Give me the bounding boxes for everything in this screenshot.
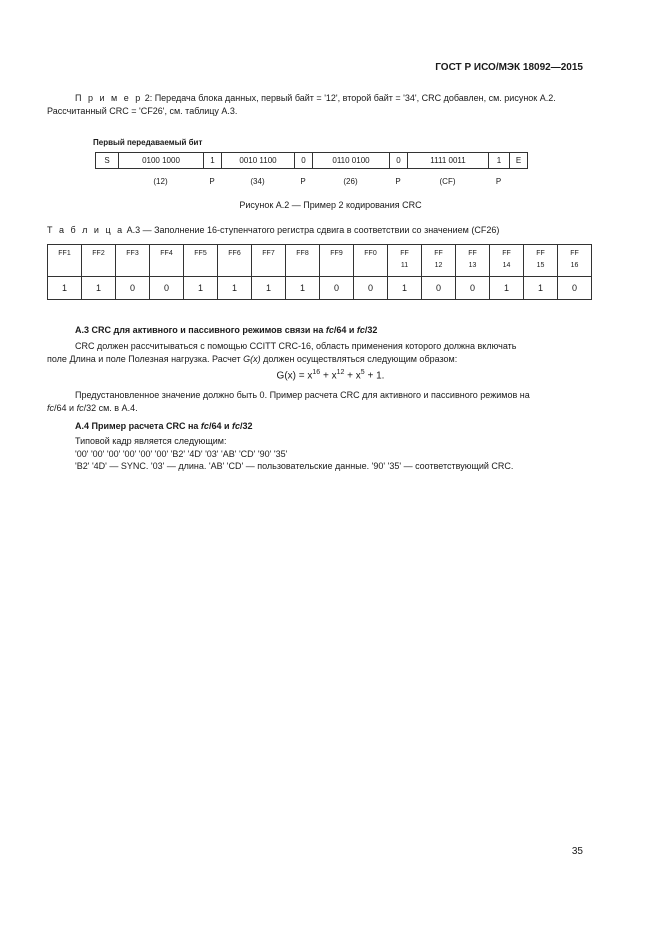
table-value-cell: 1 <box>252 277 286 300</box>
table-value-cell: 1 <box>286 277 320 300</box>
table-header-cell: FF9 <box>320 245 354 277</box>
example-paragraph <box>47 92 582 117</box>
table-value-cell: 1 <box>524 277 558 300</box>
table-value-cell: 0 <box>422 277 456 300</box>
frame-row <box>96 153 528 169</box>
table-value-cell: 0 <box>558 277 592 300</box>
table-header-cell: FF0 <box>354 245 388 277</box>
frame-cell: 0 <box>390 153 408 169</box>
frame-label-cell: P <box>495 176 502 186</box>
frame-label-cell <box>95 175 118 187</box>
table-value-cell: 1 <box>218 277 252 300</box>
frame-label: Первый передаваемый бит <box>93 138 203 147</box>
example-text-line1: 2: Передача блока данных, первый байт = '12', второй байт = '34', CRC добавлен, см. рисунок А.2. <box>142 93 556 103</box>
shift-register-table <box>47 244 592 300</box>
frame-cell: 1111 0011 <box>408 153 489 169</box>
section-a3-paragraph1 <box>47 340 582 365</box>
frame-cell: 0 <box>295 153 313 169</box>
section-a3-title: А.3 CRC для активного и пассивного режимов связи на fc/64 и fc/32 <box>75 325 378 335</box>
a3-p1-line2: поле Длина и поле Полезная нагрузка. Расчет G(x) должен осуществляться следующим образом: <box>47 353 458 364</box>
table-header-cell: FF 15 <box>524 245 558 277</box>
table-header-cell: FF7 <box>252 245 286 277</box>
table-header-cell: FF 11 <box>388 245 422 277</box>
frame-cell: E <box>510 153 528 169</box>
example-text-line2: Рассчитанный CRC = 'CF26', см. таблицу А.3. <box>47 105 238 116</box>
table-value-cell: 1 <box>388 277 422 300</box>
table-header-cell: FF3 <box>116 245 150 277</box>
frame-cell: 0100 1000 <box>119 153 204 169</box>
table-value-cell: 0 <box>456 277 490 300</box>
table-value-cell: 0 <box>116 277 150 300</box>
table-header-cell: FF 14 <box>490 245 524 277</box>
example-prefix: П р и м е р <box>75 93 143 103</box>
table-header-cell: FF 13 <box>456 245 490 277</box>
table-value-cell: 0 <box>150 277 184 300</box>
table-value-cell: 1 <box>490 277 524 300</box>
frame-cell: 1 <box>204 153 222 169</box>
frame-diagram <box>95 152 528 169</box>
table-value-cell: 1 <box>48 277 82 300</box>
table-header-row <box>48 245 592 277</box>
table-header-cell: FF2 <box>82 245 116 277</box>
table-title-prefix: Т а б л и ц а <box>47 225 125 235</box>
table-header-cell: FF8 <box>286 245 320 277</box>
frame-label-cell: P <box>300 176 306 186</box>
table-header-cell: FF6 <box>218 245 252 277</box>
frame-label-cell: (12) <box>153 176 168 186</box>
table-value-cell: 0 <box>354 277 388 300</box>
table-header-cell: FF1 <box>48 245 82 277</box>
table-header-cell: FF4 <box>150 245 184 277</box>
document-header: ГОСТ Р ИСО/МЭК 18092—2015 <box>435 62 583 73</box>
frame-cell: S <box>96 153 119 169</box>
table-value-cell: 0 <box>320 277 354 300</box>
section-a4-title: А.4 Пример расчета CRC на fc/64 и fc/32 <box>75 421 253 431</box>
a3-p2-line2: fc/64 и fc/32 см. в А.4. <box>47 402 138 413</box>
table-title <box>47 225 499 235</box>
frame-labels <box>95 175 527 187</box>
frame-label-cell: P <box>395 176 401 186</box>
table-header-cell: FF 16 <box>558 245 592 277</box>
a4-line3: 'B2' '4D' — SYNC. '03' — длина. 'AB' 'CD' — пользовательские данные. '90' '35' — соответствующий CRC. <box>75 461 514 471</box>
figure-caption: Рисунок А.2 — Пример 2 кодирования CRC <box>239 200 422 210</box>
a3-p2-line1: Предустановленное значение должно быть 0. Пример расчета CRC для активного и пассивного режимов на <box>75 390 530 400</box>
table-header-cell: FF5 <box>184 245 218 277</box>
table-value-row <box>48 277 592 300</box>
section-a4-body <box>75 435 582 473</box>
frame-cell: 0010 1100 <box>222 153 295 169</box>
a4-line1: Типовой кадр является следующим: <box>75 436 227 446</box>
frame-cell: 1 <box>489 153 510 169</box>
table-header-cell: FF 12 <box>422 245 456 277</box>
section-a3-paragraph2 <box>47 389 582 414</box>
table-value-cell: 1 <box>82 277 116 300</box>
table-title-text: А.3 — Заполнение 16-ступенчатого регистра сдвига в соответствии со значением (CF26) <box>124 225 500 235</box>
frame-cell: 0110 0100 <box>313 153 390 169</box>
table-value-cell: 1 <box>184 277 218 300</box>
frame-label-cell: (CF) <box>439 176 456 186</box>
page-number: 35 <box>571 846 583 857</box>
frame-label-cell: P <box>209 176 215 186</box>
frame-label-cell: (26) <box>343 176 358 186</box>
a4-line2: '00' '00' '00' '00' '00' '00' 'B2' '4D' '03' 'AB' 'CD' '90' '35' <box>75 448 288 459</box>
frame-label-cell <box>509 175 527 187</box>
crc-formula: $G(x) = x^{16} + x^{12} + x^5 + 1$. <box>276 369 385 382</box>
frame-label-cell: (34) <box>250 176 265 186</box>
a3-p1-line1: CRC должен рассчитываться с помощью CCITT CRC-16, область применения которого должна включать <box>75 341 517 351</box>
